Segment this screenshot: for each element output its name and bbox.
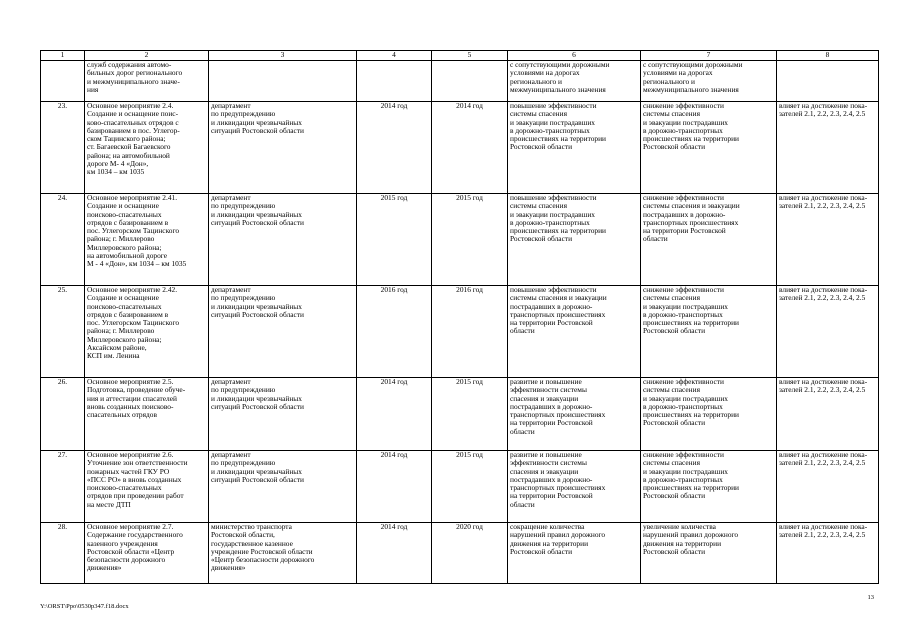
- row-number: 24.: [41, 194, 85, 286]
- executor: департамент по предупреждению и ликвидации чрезвычайных ситуаций Ростовской области: [209, 286, 357, 378]
- end-year: 2014 год: [432, 102, 508, 194]
- indicator-link: влияет на достижение пока- зателей 2.1, 2.2, 2.3, 2.4, 2.5: [777, 194, 879, 286]
- non-implementation-consequence: снижение эффективности системы спасения и эвакуации пострадавших в дорожно-транспортных происшествиях на территории Ростовской области: [641, 451, 777, 523]
- expected-result: сокращение количества нарушений правил дорожного движения на территории Ростовской области: [508, 523, 641, 584]
- activity-name: Основное мероприятие 2.6. Уточнение зон ответственности пожарных частей ГКУ РО «ПСС РО» в вновь созданных поисково-спасательных отрядов при проведении работ на месте ДТП: [85, 451, 209, 523]
- non-implementation-consequence: снижение эффективности системы спасения и эвакуации пострадавших в дорожно-транспортных происшествиях на территории Ростовской области: [641, 378, 777, 451]
- table-row: [41, 286, 879, 378]
- expected-result: развитие и повышение эффективности системы спасения и эвакуации пострадавших в дорожно- транспортных происшествиях на территории Ростовской области: [508, 378, 641, 451]
- expected-result: с сопутствующими дорожными условиями на дорогах регионального и межмуниципального значения: [508, 61, 641, 102]
- column-header: 7: [641, 51, 777, 61]
- row-number: 25.: [41, 286, 85, 378]
- expected-result: повышение эффективности системы спасения и эвакуации пострадавших в дорожно-транспортных происшествиях на территории Ростовской области: [508, 102, 641, 194]
- non-implementation-consequence: с сопутствующими дорожными условиями на дорогах регионального и межмуниципального значения: [641, 61, 777, 102]
- executor: департамент по предупреждению и ликвидации чрезвычайных ситуаций Ростовской области: [209, 102, 357, 194]
- end-year: 2015 год: [432, 194, 508, 286]
- activity-name: Основное мероприятие 2.5. Подготовка, проведение обуче- ния и аттестации спасателей вновь созданных поисково- спасательных отрядов: [85, 378, 209, 451]
- activity-name: служб содержания автомо- бильных дорог регионального и межмуниципального значе- ния: [85, 61, 209, 102]
- non-implementation-consequence: снижение эффективности системы спасения и эвакуации пострадавших в дорожно-транспортных происшествиях на территории Ростовской области: [641, 286, 777, 378]
- executor: министерство транспорта Ростовской области, государственное казенное учреждение Ростовской области «Центр безопасности дорожного движения»: [209, 523, 357, 584]
- expected-result: повышение эффективности системы спасения и эвакуации пострадавших в дорожно-транспортных происшествиях на территории Ростовской области: [508, 194, 641, 286]
- indicator-link: влияет на достижение пока- зателей 2.1, 2.2, 2.3, 2.4, 2.5: [777, 523, 879, 584]
- table-row: [41, 523, 879, 584]
- program-activities-table: [40, 50, 879, 584]
- start-year: 2015 год: [357, 194, 432, 286]
- column-header: 6: [508, 51, 641, 61]
- end-year: [432, 61, 508, 102]
- start-year: 2014 год: [357, 523, 432, 584]
- column-header: 4: [357, 51, 432, 61]
- start-year: 2014 год: [357, 378, 432, 451]
- start-year: 2014 год: [357, 102, 432, 194]
- row-number: 28.: [41, 523, 85, 584]
- row-number: 27.: [41, 451, 85, 523]
- table-row: [41, 61, 879, 102]
- activity-name: Основное мероприятие 2.42. Создание и оснащение поисково-спасательных отрядов с базированием в пос. Углегорском Тацинского района; г. Миллерово Миллеровского района; Аксайском районе, КСП им. Ленина: [85, 286, 209, 378]
- activity-name: Основное мероприятие 2.4. Создание и оснащение поис- ково-спасательных отрядов с базированием в пос. Углегор- ском Тацинского района; ст. Багаевской Багаевского района; на автомобильной дороге М- 4 «Дон», км 1034 – км 1035: [85, 102, 209, 194]
- row-number: 26.: [41, 378, 85, 451]
- row-number: 23.: [41, 102, 85, 194]
- expected-result: повышение эффективности системы спасения и эвакуации пострадавших в дорожно- транспортных происшествиях на территории Ростовской области: [508, 286, 641, 378]
- start-year: 2014 год: [357, 451, 432, 523]
- indicator-link: влияет на достижение пока- зателей 2.1, 2.2, 2.3, 2.4, 2.5: [777, 378, 879, 451]
- page-number: 13: [867, 594, 874, 601]
- activity-name: Основное мероприятие 2.41. Создание и оснащение поисково-спасательных отрядов с базированием в пос. Углегорском Тацинского района; г. Миллерово Миллеровского района; на автомобильной дороге М - 4 «Дон», км 1034 – км 1035: [85, 194, 209, 286]
- indicator-link: влияет на достижение пока- зателей 2.1, 2.2, 2.3, 2.4, 2.5: [777, 286, 879, 378]
- non-implementation-consequence: снижение эффективности системы спасения и эвакуации пострадавших в дорожно-транспортных происшествиях на территории Ростовской области: [641, 102, 777, 194]
- end-year: 2016 год: [432, 286, 508, 378]
- end-year: 2020 год: [432, 523, 508, 584]
- executor: департамент по предупреждению и ликвидации чрезвычайных ситуаций Ростовской области: [209, 378, 357, 451]
- column-number-row: [41, 51, 879, 61]
- non-implementation-consequence: снижение эффективности системы спасения и эвакуации пострадавших в дорожно- транспортных происшествиях на территории Ростовской области: [641, 194, 777, 286]
- row-number: [41, 61, 85, 102]
- start-year: [357, 61, 432, 102]
- table-row: [41, 194, 879, 286]
- start-year: 2016 год: [357, 286, 432, 378]
- table-row: [41, 378, 879, 451]
- column-header: 5: [432, 51, 508, 61]
- column-header: 1: [41, 51, 85, 61]
- column-header: 8: [777, 51, 879, 61]
- column-header: 2: [85, 51, 209, 61]
- indicator-link: влияет на достижение пока- зателей 2.1, 2.2, 2.3, 2.4, 2.5: [777, 102, 879, 194]
- executor: [209, 61, 357, 102]
- column-header: 3: [209, 51, 357, 61]
- non-implementation-consequence: увеличение количества нарушений правил дорожного движения на территории Ростовской области: [641, 523, 777, 584]
- indicator-link: влияет на достижение пока- зателей 2.1, 2.2, 2.3, 2.4, 2.5: [777, 451, 879, 523]
- activity-name: Основное мероприятие 2.7. Содержание государственного казенного учреждения Ростовской области «Центр безопасности дорожного движения»: [85, 523, 209, 584]
- end-year: 2015 год: [432, 451, 508, 523]
- table-row: [41, 102, 879, 194]
- table-row: [41, 451, 879, 523]
- indicator-link: [777, 61, 879, 102]
- executor: департамент по предупреждению и ликвидации чрезвычайных ситуаций Ростовской области: [209, 194, 357, 286]
- footer-file-path: Y:\ORST\Ppo\0530p347.f18.docx: [40, 603, 129, 610]
- end-year: 2015 год: [432, 378, 508, 451]
- expected-result: развитие и повышение эффективности системы спасения и эвакуации пострадавших в дорожно- транспортных происшествиях на территории Ростовской области: [508, 451, 641, 523]
- executor: департамент по предупреждению и ликвидации чрезвычайных ситуаций Ростовской области: [209, 451, 357, 523]
